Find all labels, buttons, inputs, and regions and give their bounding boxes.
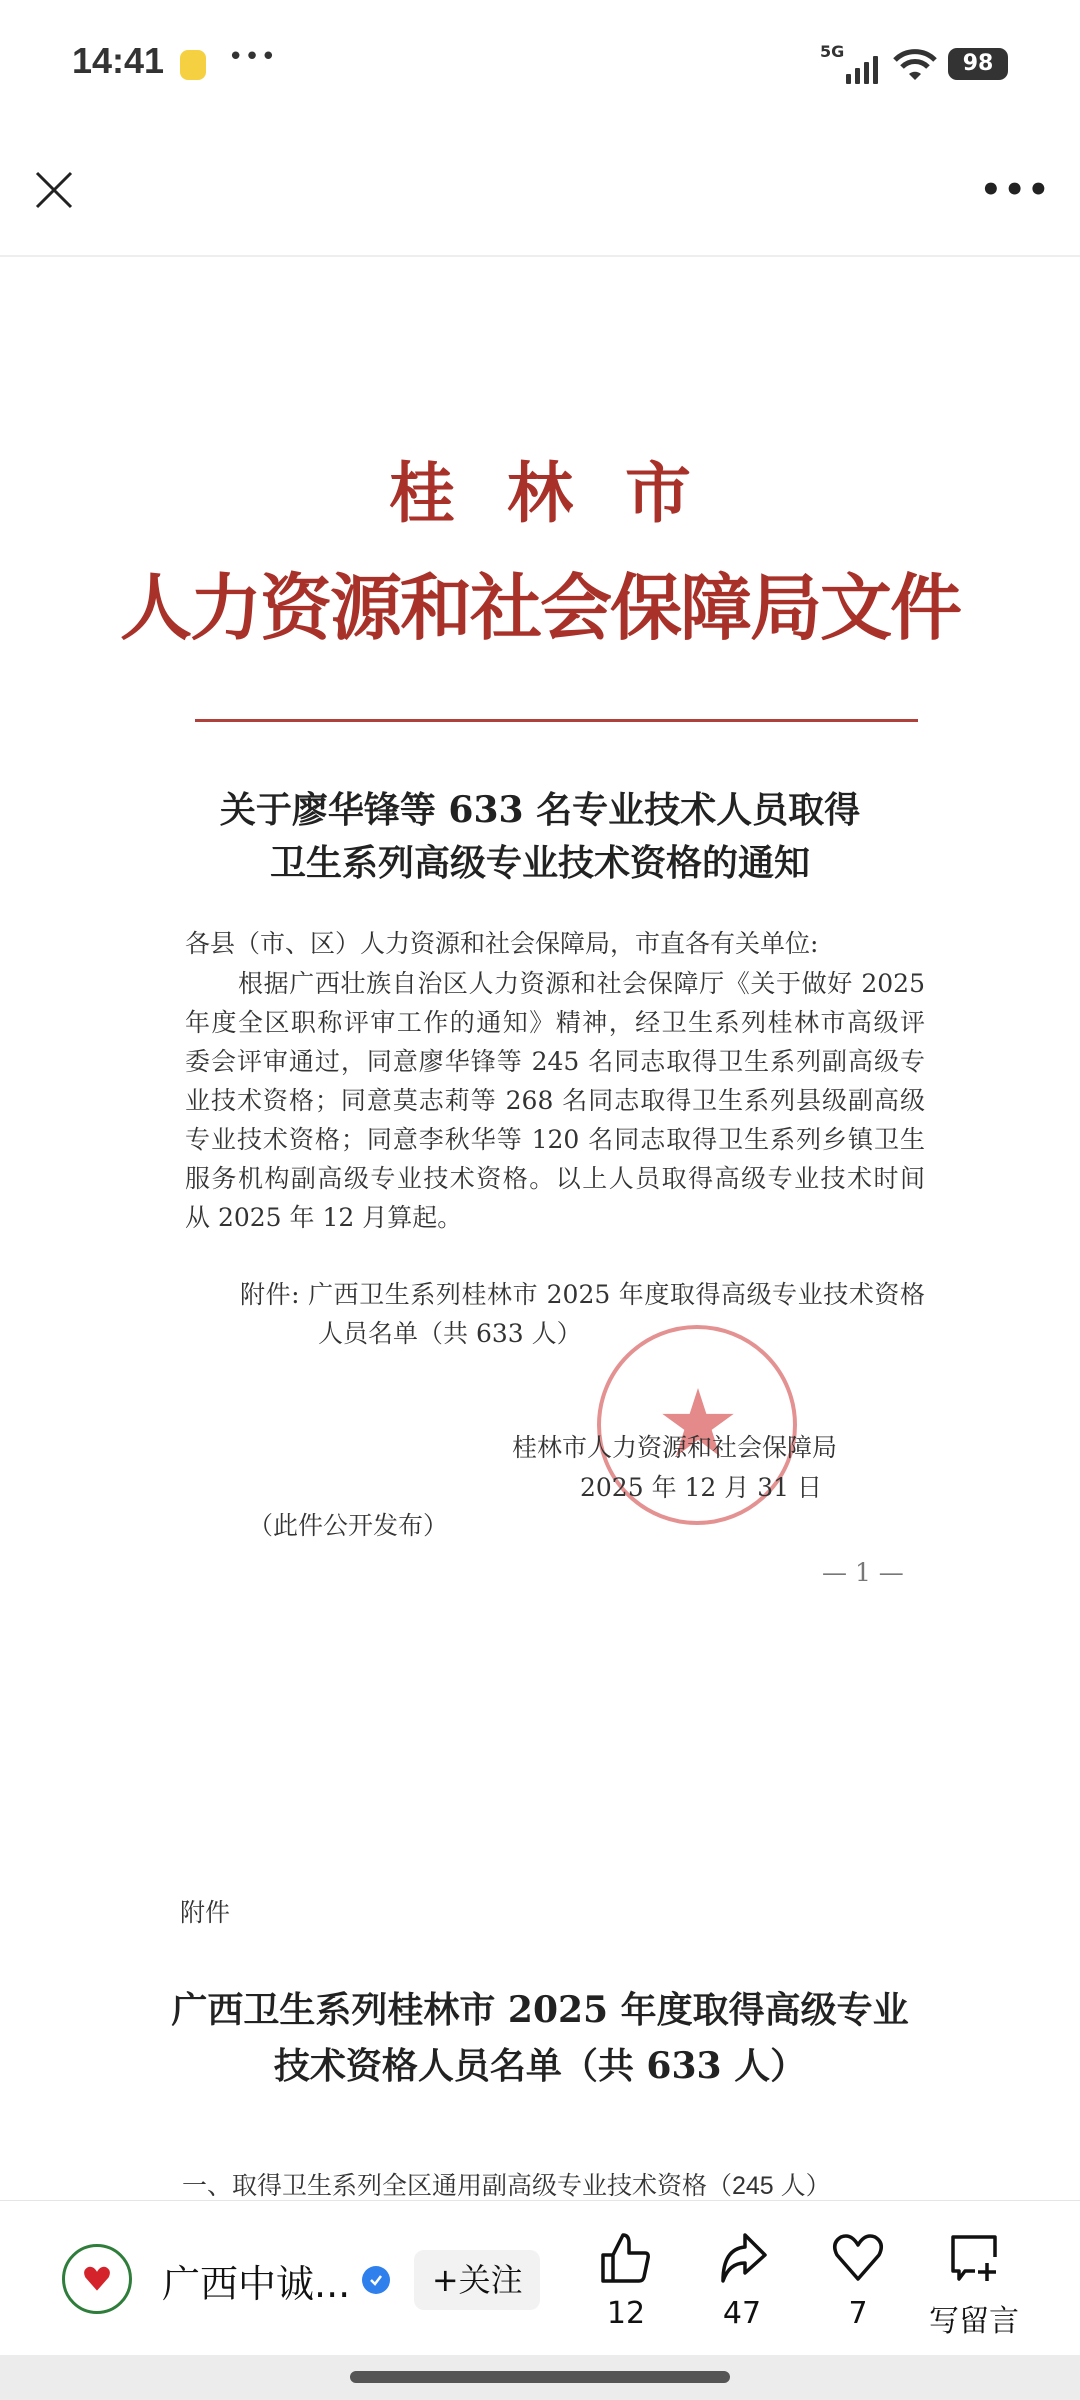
appendix-label: 附件 xyxy=(180,1898,231,1927)
heart-icon xyxy=(831,2231,885,2285)
body-line: 从 2025 年 12 月算起。 xyxy=(185,1203,463,1232)
status-bar xyxy=(0,40,1080,90)
follow-button[interactable]: +关注 xyxy=(414,2250,540,2310)
heart-logo-icon xyxy=(80,2264,114,2294)
share-icon xyxy=(715,2231,769,2285)
page-number: — 1 — xyxy=(822,1558,904,1587)
appendix-title-1: 广西卫生系列桂林市 2025 年度取得高级专业 xyxy=(171,1989,909,2031)
body-line: 年度全区职称评审工作的通知》精神，经卫生系列桂林市高级评 xyxy=(185,1008,925,1037)
body-line: 业技术资格；同意莫志莉等 268 名同志取得卫生系列县级副高级 xyxy=(185,1086,925,1115)
share-button[interactable] xyxy=(692,2228,792,2331)
red-separator xyxy=(195,719,918,722)
body-line: 专业技术资格；同意李秋华等 120 名同志取得卫生系列乡镇卫生 xyxy=(185,1125,925,1154)
account-avatar[interactable] xyxy=(62,2244,132,2314)
verified-badge-icon xyxy=(362,2266,390,2294)
comment-add-icon xyxy=(947,2231,1001,2285)
signature: 桂林市人力资源和社会保障局 xyxy=(512,1433,838,1462)
home-indicator[interactable] xyxy=(350,2371,730,2383)
issue-date: 2025 年 12 月 31 日 xyxy=(580,1473,822,1502)
doc-heading-2: 卫生系列高级专业技术资格的通知 xyxy=(269,842,810,884)
public-note: （此件公开发布） xyxy=(248,1511,449,1540)
like-button[interactable] xyxy=(576,2228,676,2331)
thumbs-up-icon xyxy=(599,2231,653,2285)
write-comment-label: 写留言 xyxy=(929,2304,1019,2339)
attachment-line: 附件: 广西卫生系列桂林市 2025 年度取得高级专业技术资格 xyxy=(240,1280,925,1309)
body-line: 服务机构副高级专业技术资格。以上人员取得高级专业技术时间 xyxy=(185,1164,925,1193)
account-row xyxy=(162,2250,540,2310)
more-options-icon[interactable]: ••• xyxy=(980,170,1052,210)
close-icon[interactable] xyxy=(34,170,74,210)
like-count: 12 xyxy=(606,2296,646,2331)
divider xyxy=(0,255,1080,257)
section-heading: 一、取得卫生系列全区通用副高级专业技术资格（245 人） xyxy=(182,2172,831,2200)
favorite-count: 7 xyxy=(848,2296,868,2331)
wifi-icon xyxy=(893,48,937,82)
appendix-title-2: 技术资格人员名单（共 633 人） xyxy=(273,2045,807,2087)
battery-icon: 98 xyxy=(948,48,1008,80)
doc-header-city: 桂林市 xyxy=(389,454,743,532)
status-time: 14:41 xyxy=(72,40,165,81)
write-comment-button[interactable] xyxy=(924,2228,1024,2340)
doc-heading-1: 关于廖华锋等 633 名专业技术人员取得 xyxy=(219,789,861,831)
body-line: 根据广西壮族自治区人力资源和社会保障厅《关于做好 2025 xyxy=(238,969,925,998)
favorite-button[interactable] xyxy=(808,2228,908,2331)
body-line: 各县（市、区）人力资源和社会保障局，市直各有关单位: xyxy=(185,929,819,958)
network-type: 5G xyxy=(820,42,845,61)
account-name[interactable]: 广西中诚... xyxy=(162,2261,351,2306)
signal-icon xyxy=(846,56,878,84)
message-notification-icon xyxy=(180,50,206,80)
doc-header-bureau: 人力资源和社会保障局文件 xyxy=(119,565,960,650)
body-line: 委会评审通过，同意廖华锋等 245 名同志取得卫生系列副高级专 xyxy=(185,1047,925,1076)
attachment-line: 人员名单（共 633 人） xyxy=(318,1319,582,1348)
more-notifications-icon: ••• xyxy=(228,42,278,72)
share-count: 47 xyxy=(722,2296,762,2331)
